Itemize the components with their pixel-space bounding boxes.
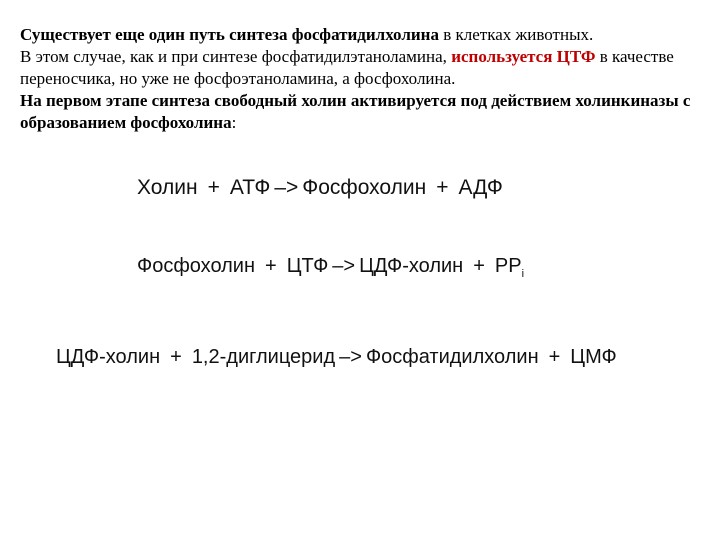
- plus-sign: +: [473, 255, 485, 277]
- reactant-2: АТФ: [229, 176, 271, 199]
- equation-1: [137, 176, 503, 200]
- equation-3: [56, 346, 617, 369]
- plus-sign: +: [436, 176, 449, 199]
- paragraph-colon: :: [231, 113, 237, 132]
- product-2: РР: [494, 255, 522, 277]
- plus-sign: +: [207, 176, 220, 199]
- reactant-1: Фосфохолин: [137, 255, 256, 277]
- product-1: Фосфатидилхолин: [365, 346, 539, 368]
- paragraph-intro-rest: в клетках животных.: [438, 25, 594, 44]
- reactant-1: ЦДФ-холин: [56, 346, 161, 368]
- product-2: АДФ: [458, 176, 503, 199]
- product-1: ЦДФ-холин: [359, 255, 464, 277]
- reactant-1: Холин: [137, 176, 198, 199]
- paragraph-carrier-text: в качестве переносчика, но уже не фосфоэтаноламина, а фосфохолина.: [20, 47, 674, 88]
- plus-sign: +: [170, 346, 182, 368]
- reaction-arrow: –>: [274, 176, 299, 199]
- product-2: ЦМФ: [570, 346, 617, 368]
- reactant-2: 1,2-диглицерид: [191, 346, 336, 368]
- plus-sign: +: [265, 255, 277, 277]
- highlight-ctp: используется ЦТФ: [451, 47, 596, 66]
- paragraph-bold-intro: Существует еще один путь синтеза фосфатидилхолина: [20, 25, 439, 44]
- paragraph-first-step: На первом этапе синтеза свободный холин активируется под действием холинкиназы с образованием фосфохолина: [20, 91, 691, 132]
- equation-2: [137, 255, 524, 280]
- product-1: Фосфохолин: [302, 176, 427, 199]
- reaction-arrow: –>: [339, 346, 362, 368]
- description-text: [20, 24, 710, 134]
- paragraph-case-text: В этом случае, как и при синтезе фосфатидилэтаноламина,: [20, 47, 452, 66]
- reaction-arrow: –>: [332, 255, 356, 277]
- reactant-2: ЦТФ: [286, 255, 329, 277]
- plus-sign: +: [548, 346, 561, 368]
- product-2-subscript: i: [521, 268, 525, 280]
- paragraph: [20, 24, 710, 134]
